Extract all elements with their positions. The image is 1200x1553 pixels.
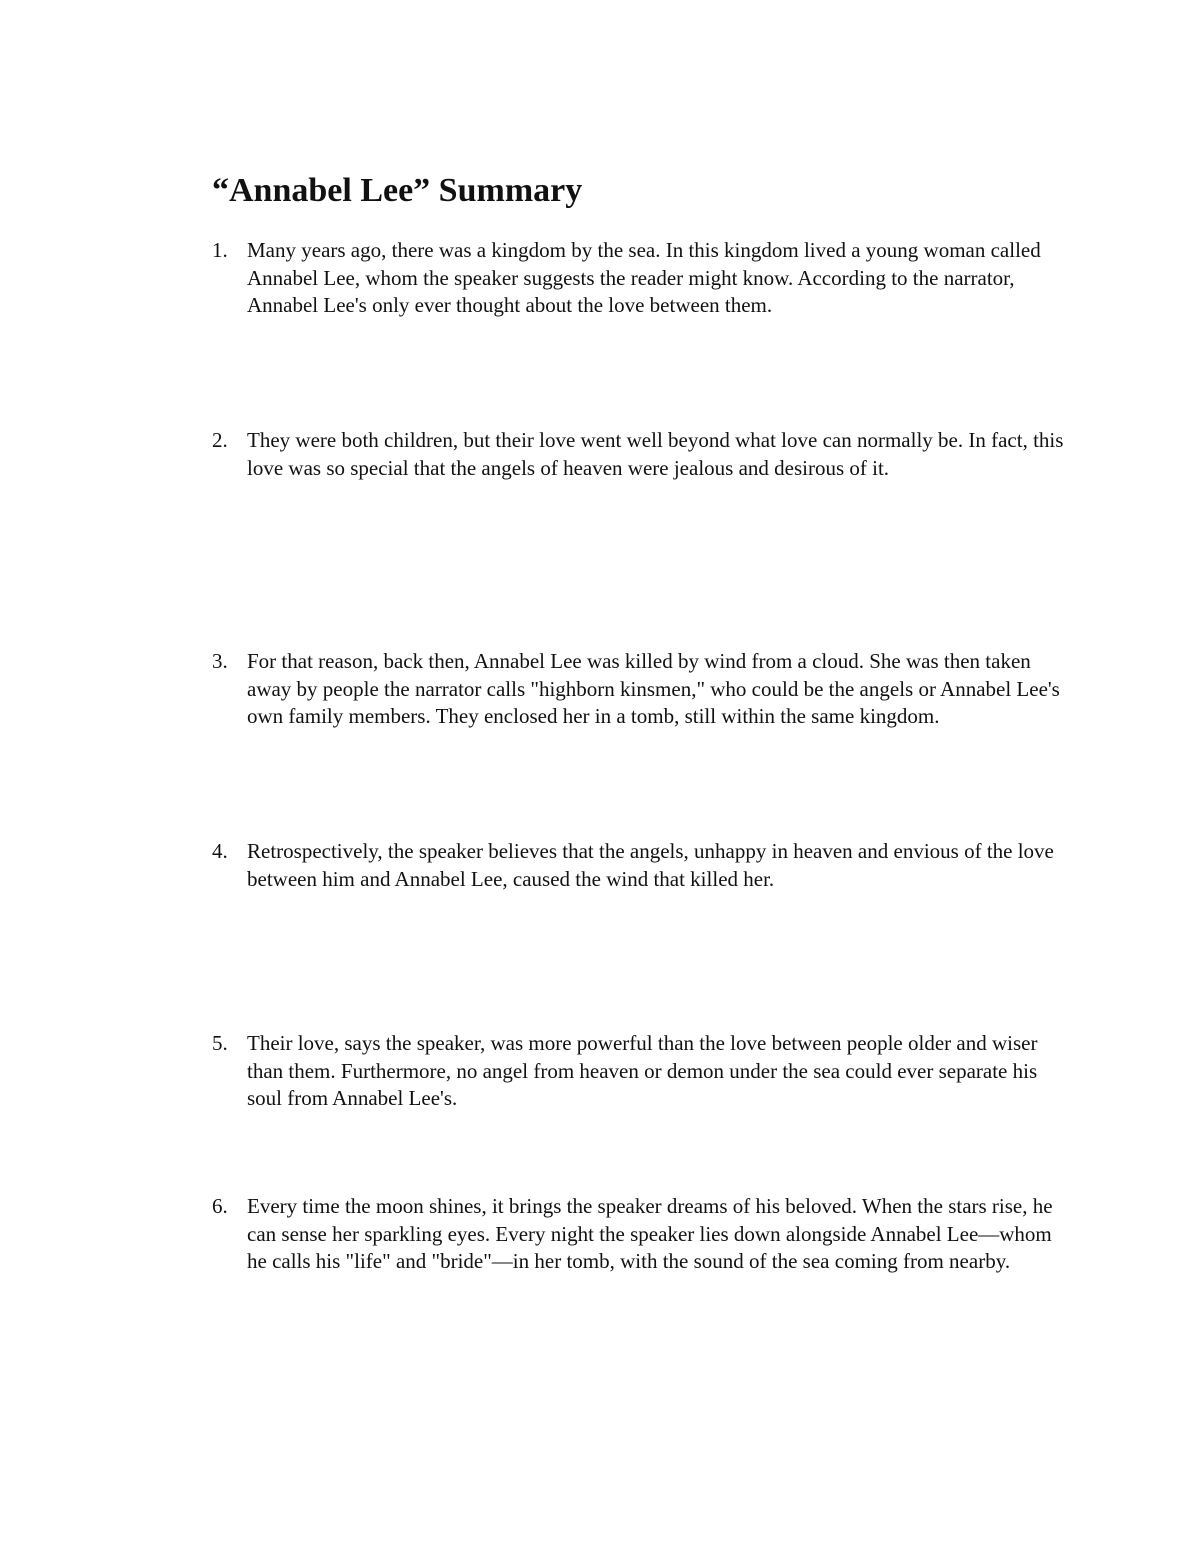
list-item-text: Many years ago, there was a kingdom by the sea. In this kingdom lived a young woman called Annabel Lee, whom the speaker suggests the reader might know. According to the narrator, Annabel Lee's only ever thought about the love between them. — [247, 238, 1041, 317]
list-item-text: Their love, says the speaker, was more powerful than the love between people older and wiser than them. Furthermore, no angel from heaven or demon under the sea could ever separate his soul from Annabel Lee's. — [247, 1031, 1038, 1110]
list-item — [212, 1030, 1072, 1113]
list-item-text: For that reason, back then, Annabel Lee was killed by wind from a cloud. She was then taken away by people the narrator calls "highborn kinsmen," who could be the angels or Annabel Lee's own family members. They enclosed her in a tomb, still within the same kingdom. — [247, 649, 1060, 728]
list-item-number: 6. — [212, 1194, 228, 1218]
list-item-number: 1. — [212, 238, 228, 262]
list-item — [212, 838, 1072, 893]
list-item — [212, 237, 1072, 320]
list-item-text: Every time the moon shines, it brings the speaker dreams of his beloved. When the stars rise, he can sense her sparkling eyes. Every night the speaker lies down alongside Annabel Lee—whom he calls his "life" and "bride"—in her tomb, with the sound of the sea coming from nearby. — [247, 1194, 1053, 1273]
document-title: “Annabel Lee” Summary — [212, 172, 583, 209]
list-item-number: 4. — [212, 839, 228, 863]
list-item — [212, 1193, 1072, 1276]
list-item-number: 2. — [212, 428, 228, 452]
list-item-number: 5. — [212, 1031, 228, 1055]
list-item — [212, 648, 1072, 731]
list-item-text: They were both children, but their love went well beyond what love can normally be. In fact, this love was so special that the angels of heaven were jealous and desirous of it. — [247, 428, 1064, 480]
list-item-number: 3. — [212, 649, 228, 673]
list-item — [212, 427, 1072, 482]
list-item-text: Retrospectively, the speaker believes that the angels, unhappy in heaven and envious of the love between him and Annabel Lee, caused the wind that killed her. — [247, 839, 1054, 891]
